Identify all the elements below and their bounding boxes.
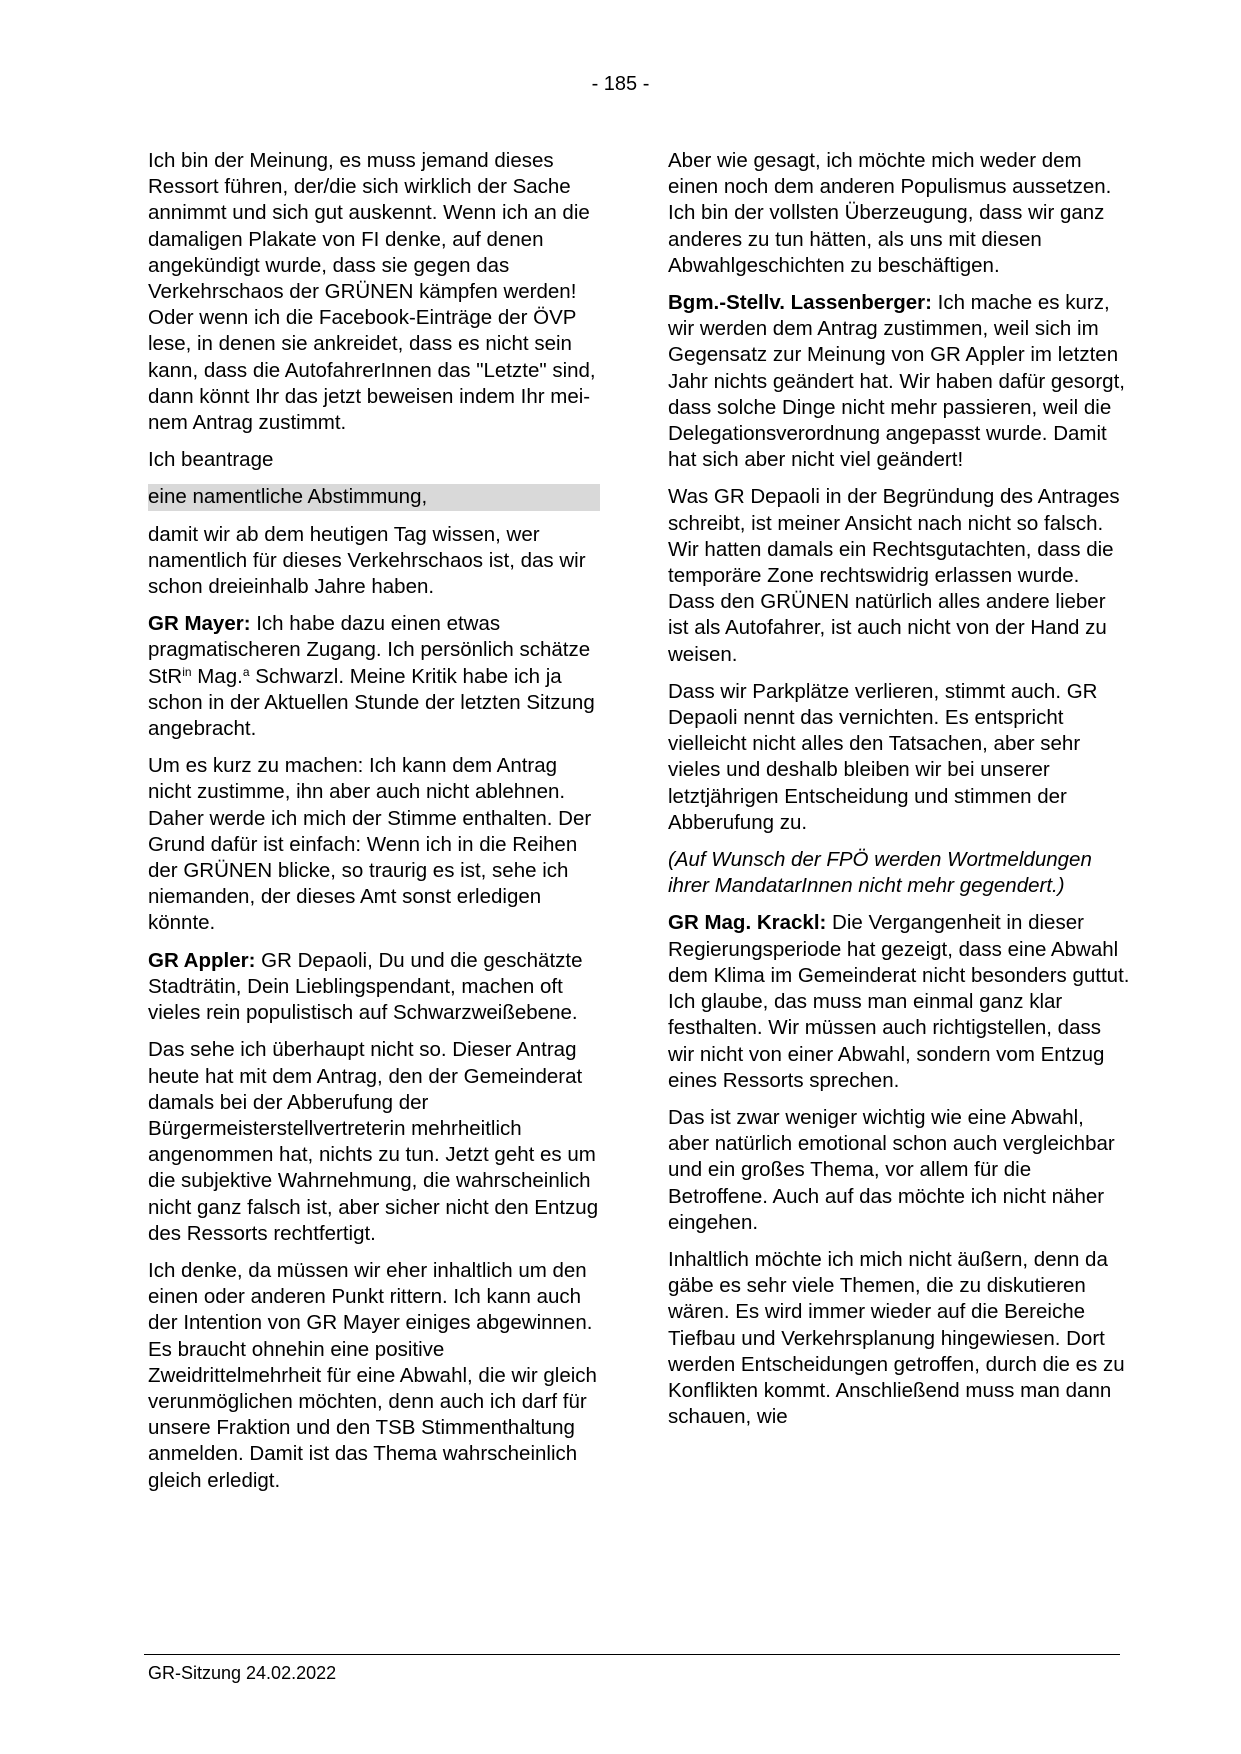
superscript: in — [182, 664, 192, 679]
speech-text: Ich mache es kurz, wir werden dem Antrag zustimmen, weil sich im Gegensatz zur Meinung von GR Appler im letzten Jahr nichts geändert hat. Wir haben dafür gesorgt, dass solche Dinge nicht mehr passieren, weil die Delegationsverordnung angepasst wurde. Damit hat sich aber nicht viel geändert! — [668, 291, 1125, 472]
speech-paragraph — [668, 910, 1130, 1093]
paragraph: Was GR Depaoli in der Begründung des Antrages schreibt, ist meiner Ansicht nach nicht so falsch. Wir hatten damals ein Rechtsgutachten, dass die temporäre Zone rechtswidrig erlassen wurde. Dass den GRÜNEN natürlich alles andere lieber ist als Autofahrer, ist auch nicht von der Hand zu weisen. — [668, 485, 1120, 666]
speaker-name: GR Mag. Krackl: — [668, 911, 827, 935]
left-column — [148, 148, 600, 1505]
footer-text: GR-Sitzung 24.02.2022 — [148, 1663, 337, 1683]
paragraph: Das ist zwar weniger wichtig wie eine Abwahl, aber natürlich emotional schon auch vergleichbar und ein großes Thema, vor allem für die Betroffene. Auch auf das möchte ich nicht näher eingehen. — [668, 1105, 1115, 1234]
paragraph: Ich bin der Meinung, es muss jemand dieses Ressort führen, der/die sich wirklich der Sache annimmt und sich gut auskennt. Wenn ich an die damaligen Plakate von FI denke, auf denen angekündigt wurde, dass sie gegen das Verkehrschaos der GRÜNEN kämpfen werden! Oder wenn ich die Facebook-Einträge der ÖVP lese, in denen sie ankreidet, dass es nicht sein kann, dass die AutofahrerInnen das "Letzte" sind, dann könnt Ihr das jetzt beweisen indem Ihr meinem Antrag zustimmt. — [148, 149, 596, 435]
paragraph: Ich beantrage — [148, 448, 274, 472]
speech-paragraph — [148, 948, 600, 1027]
speech-paragraph — [668, 290, 1130, 473]
speaker-name: GR Mayer: — [148, 612, 251, 636]
speech-text: GR Depaoli, Du und die geschätzte Stadträtin, Dein Lieblingspendant, machen oft vieles rein populistisch auf Schwarzweißebene. — [148, 948, 583, 1025]
speech-paragraph — [148, 611, 600, 742]
paragraph: Inhaltlich möchte ich mich nicht äußern, denn da gäbe es sehr viele Themen, die zu diskutieren wären. Es wird immer wieder auf die Bereiche Tiefbau und Verkehrsplanung hingewiesen. Dort werden Entscheidungen getroffen, durch die es zu Konflikten kommt. Anschließend muss man dann schauen, wie — [668, 1247, 1125, 1429]
paragraph: Ich denke, da müssen wir eher inhaltlich um den einen oder anderen Punkt rittern. Ich kann auch der Intention von GR Mayer einiges abgewinnen. Es braucht ohnehin eine positive Zweidrittelmehrheit für eine Abwahl, die wir gleich verunmöglichen möchten, denn auch ich darf für unsere Fraktion und den TSB Stimmenthaltung anmelden. Damit ist das Thema wahrscheinlich gleich erledigt. — [148, 1258, 597, 1492]
speech-text: Die Vergangenheit in dieser Regierungsperiode hat gezeigt, dass eine Abwahl dem Klima im Gemeinderat nicht besonders guttut. Ich glaube, das muss man einmal ganz klar festhalten. Wir müssen auch richtigstellen, dass wir nicht von einer Abwahl, sondern vom Entzug eines Ressorts sprechen. — [668, 911, 1130, 1092]
motion-text: eine namentliche Abstimmung, — [148, 484, 600, 510]
editorial-note: (Auf Wunsch der FPÖ werden Wortmeldungen ihrer MandatarInnen nicht mehr gegendert.) — [668, 848, 1092, 898]
footer-divider — [144, 1654, 1120, 1655]
paragraph: Aber wie gesagt, ich möchte mich weder dem einen noch dem anderen Populismus aussetzen. Ich bin der vollsten Überzeugung, dass wir ganz anderes zu tun hätten, als uns mit diesen Abwahlgeschichten zu beschäftigen. — [668, 149, 1112, 277]
paragraph: damit wir ab dem heutigen Tag wissen, wer namentlich für dieses Verkehrschaos ist, das wir schon dreieinhalb Jahre haben. — [148, 522, 586, 599]
speaker-name: GR Appler: — [148, 948, 256, 972]
page-number: - 185 - — [591, 73, 650, 95]
superscript: a — [242, 664, 250, 679]
speaker-name: Bgm.-Stellv. Lassenberger: — [668, 291, 932, 315]
paragraph: Dass wir Parkplätze verlieren, stimmt auch. GR Depaoli nennt das vernichten. Es entspricht vielleicht nicht alles den Tatsachen, aber sehr vieles und deshalb bleiben wir bei unserer letztjährigen Entscheidung und stimmen der Abberufung zu. — [668, 679, 1098, 834]
right-column — [668, 148, 1130, 1441]
speech-text: Schwarzl. Meine Kritik habe ich ja schon in der Aktuellen Stunde der letzten Sitzung angebracht. — [148, 664, 595, 741]
speech-text: Mag. — [191, 664, 243, 688]
speech-text: Ich habe dazu einen etwas pragmatischeren Zugang. Ich persönlich schätze StR — [148, 612, 591, 688]
paragraph: Um es kurz zu machen: Ich kann dem Antrag nicht zustimme, ihn aber auch nicht ablehnen. Daher werde ich mich der Stimme enthalten. Der Grund dafür ist einfach: Wenn ich in die Reihen der GRÜNEN blicke, so traurig es ist, sehe ich niemanden, der dieses Amt sonst erledigen könnte. — [148, 754, 592, 935]
paragraph: Das sehe ich überhaupt nicht so. Dieser Antrag heute hat mit dem Antrag, den der Gemeinderat damals bei der Abberufung der Bürgermeisterstellvertreterin mehrheitlich angenommen hat, nichts zu tun. Jetzt geht es um die subjektive Wahrnehmung, die wahrscheinlich nicht ganz falsch ist, aber sicher nicht den Entzug des Ressorts rechtfertigt. — [148, 1038, 599, 1245]
